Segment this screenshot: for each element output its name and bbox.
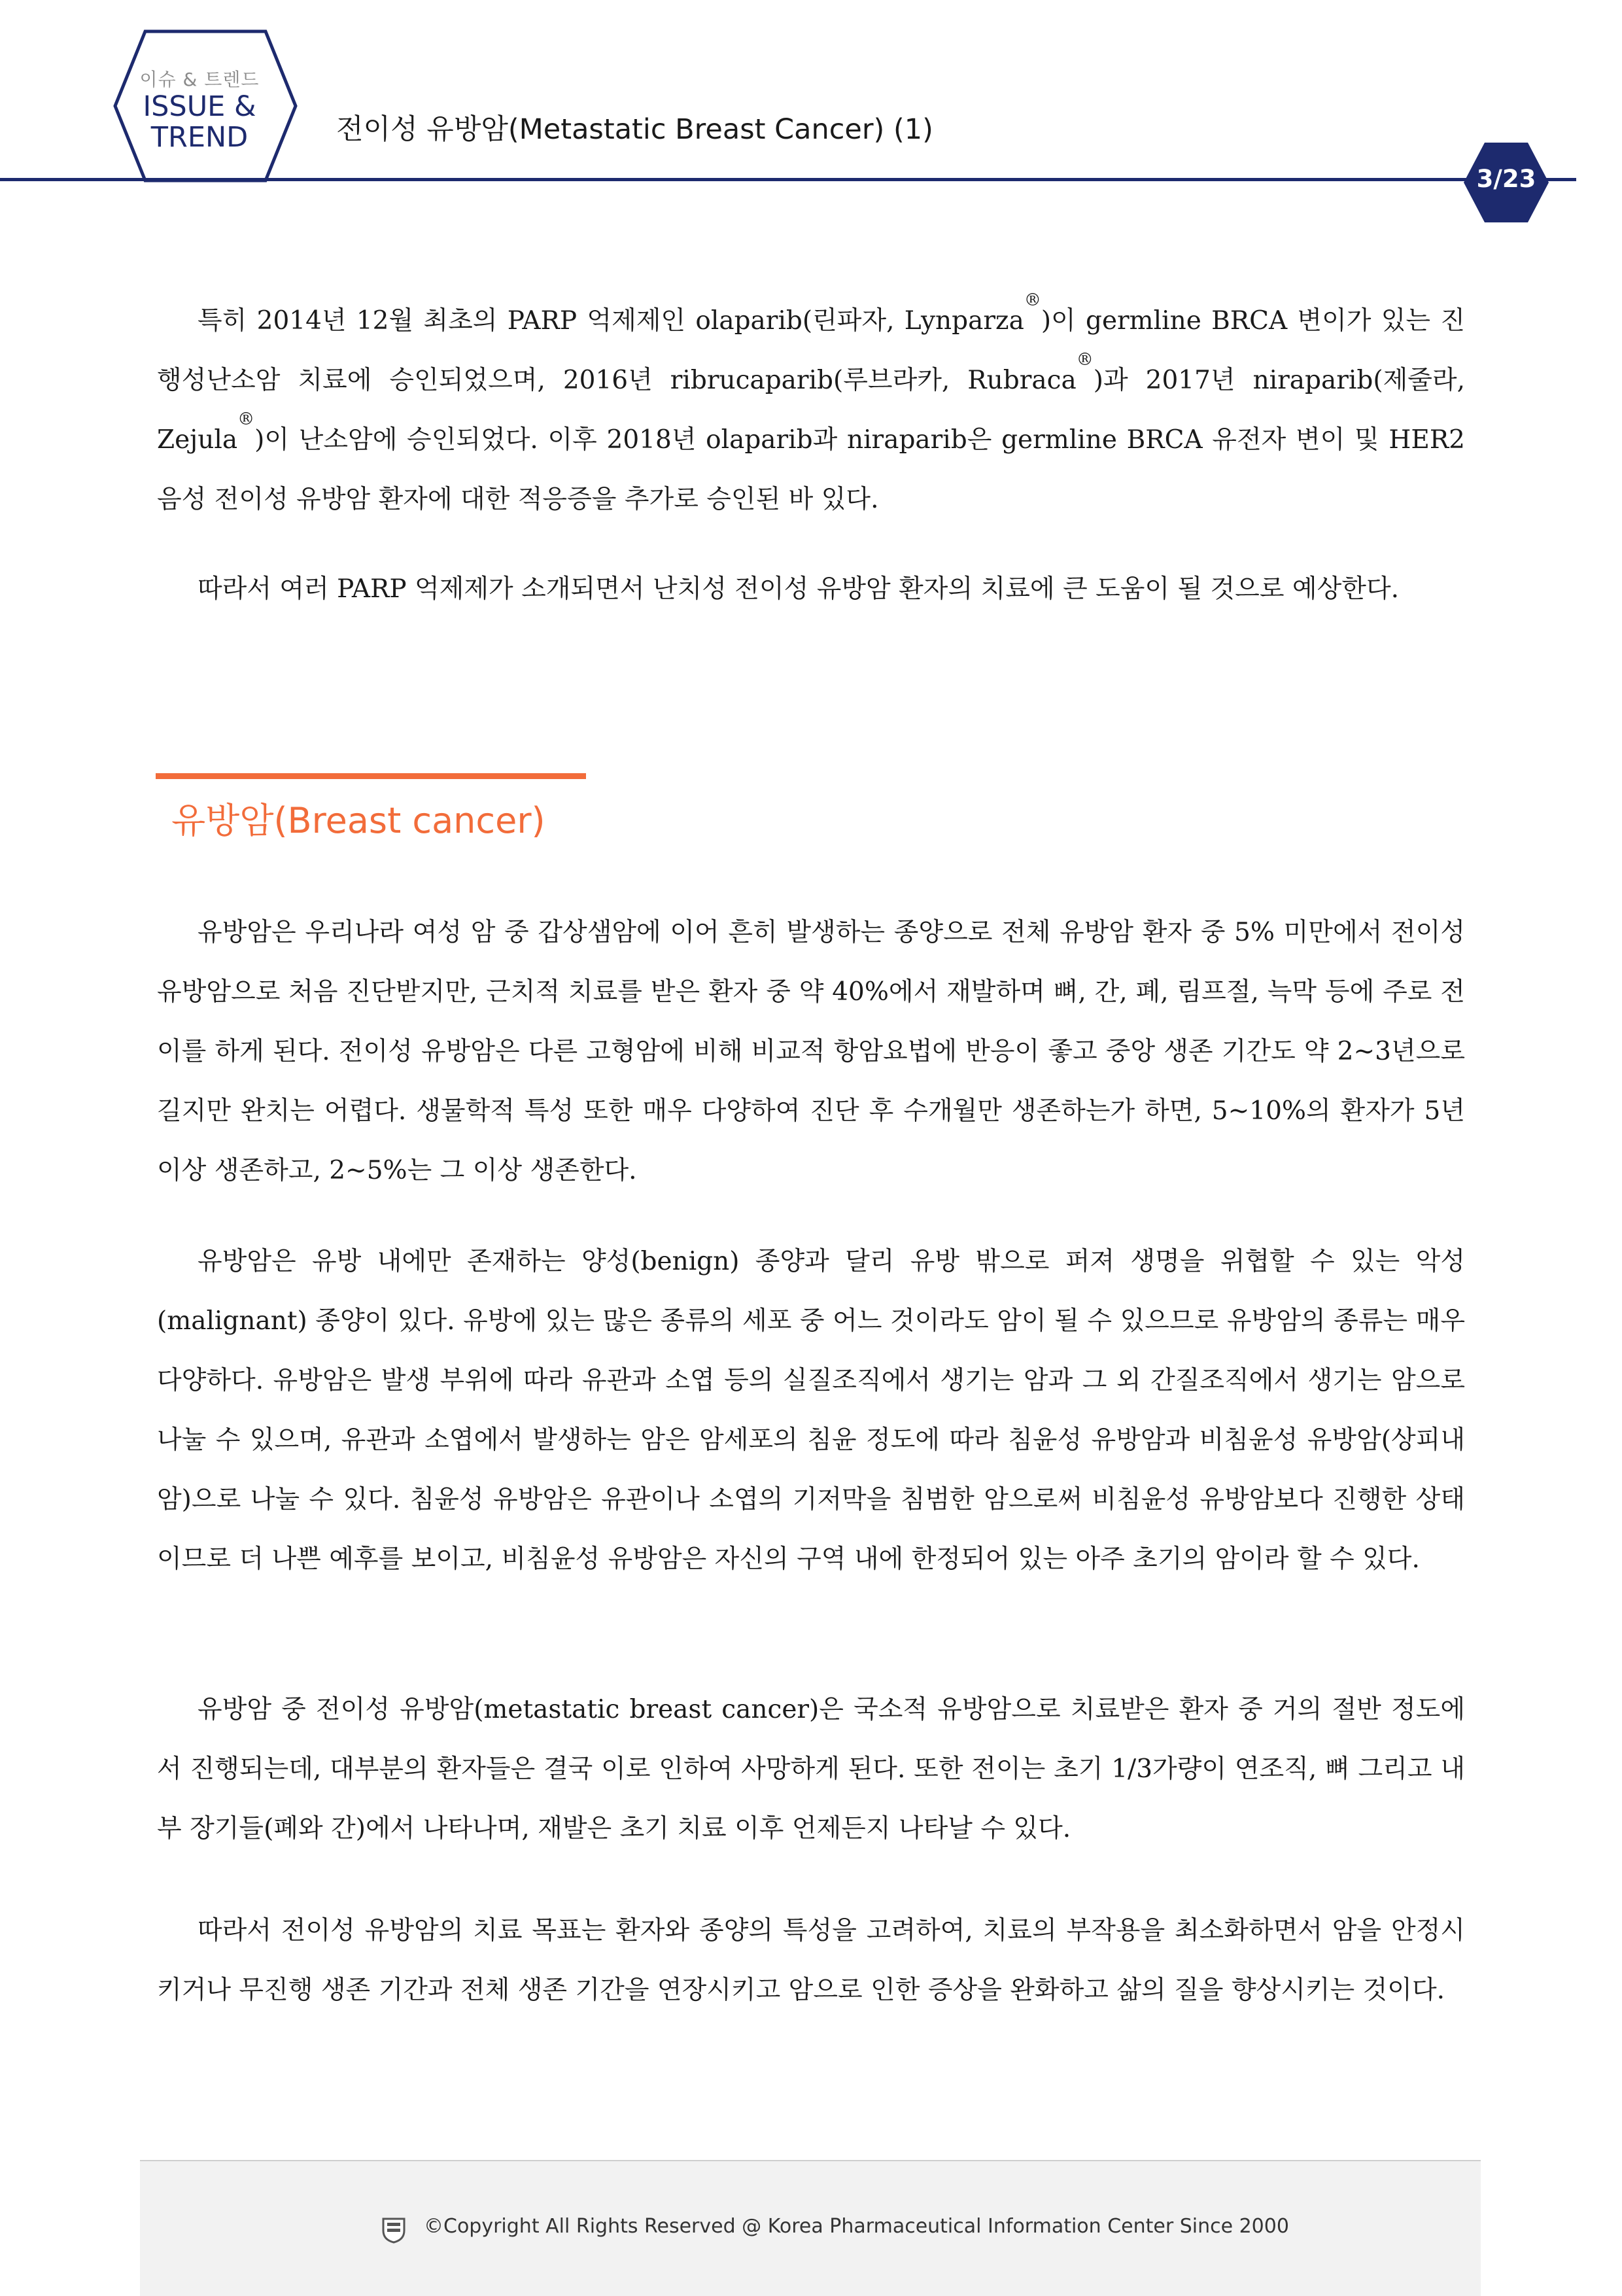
page-number: 3/23	[1476, 165, 1536, 193]
registered-mark: ®	[1024, 290, 1041, 310]
section-paragraph-2: 유방암은 유방 내에만 존재하는 양성(benign) 종양과 달리 유방 밖으로 퍼져 생명을 위협할 수 있는 악성(malignant) 종양이 있다. 유방에 있는 많은 종류의 세포 중 어느 것이라도 암이 될 수 있으므로 유방암의 종류는 매우 다양하다. 유방암은 발생 부위에 따라 유관과 소엽 등의 실질조직에서 생기는 암과 그 외 간질조직에서 생기는 암으로 나눌 수 있으며, 유관과 소엽에서 발생하는 암은 암세포의 침윤 정도에 따라 침윤성 유방암과 비침윤성 유방암(상피내암)으로 나눌 수 있다. 침윤성 유방암은 유관이나 소엽의 기저막을 침범한 암으로써 비침윤성 유방암보다 진행한 상태이므로 더 나쁜 예후를 보이고, 비침윤성 유방암은 자신의 구역 내에 한정되어 있는 아주 초기의 암이라 할 수 있다.	[157, 1247, 1465, 1574]
section-heading: 유방암(Breast cancer)	[171, 800, 545, 841]
intro-paragraph-1: 특히 2014년 12월 최초의 PARP 억제제인 olaparib(린파자, Lynparza®)이 germline BRCA 변이가 있는 진행성난소암 치료에 승인되었으며, 2016년 ribrucaparib(루브라카, Rubraca®)과 2017년 niraparib(제줄라, Zejula®)이 난소암에 승인되었다. 이후 2018년 olaparib과 niraparib은 germline BRCA 유전자 변이 및 HER2 음성 전이성 유방암 환자에 대한 적응증을 추가로 승인된 바 있다.	[157, 290, 1465, 514]
section-accent-bar	[156, 773, 586, 779]
registered-mark: ®	[237, 409, 255, 429]
category-korean: 이슈 & 트렌드	[139, 69, 260, 90]
kpic-logo-icon	[381, 2215, 407, 2244]
header-rule	[0, 178, 1576, 181]
document-title: 전이성 유방암(Metastatic Breast Cancer) (1)	[336, 113, 933, 146]
issue-trend-label	[124, 65, 275, 153]
section-paragraph-4: 따라서 전이성 유방암의 치료 목표는 환자와 종양의 특성을 고려하여, 치료의 부작용을 최소화하면서 암을 안정시키거나 무진행 생존 기간과 전체 생존 기간을 연장시키고 암으로 인한 증상을 완화하고 삶의 질을 향상시키는 것이다.	[157, 1916, 1465, 2005]
category-english-line1: ISSUE &	[143, 90, 256, 123]
copyright-notice: ©Copyright All Rights Reserved @ Korea Pharmaceutical Information Center Since 2000	[424, 2215, 1289, 2238]
category-english-line2: TREND	[150, 121, 249, 154]
section-paragraph-1: 유방암은 우리나라 여성 암 중 갑상샘암에 이어 흔히 발생하는 종양으로 전체 유방암 환자 중 5% 미만에서 전이성 유방암으로 처음 진단받지만, 근치적 치료를 받은 환자 중 약 40%에서 재발하며 뼈, 간, 폐, 림프절, 늑막 등에 주로 전이를 하게 된다. 전이성 유방암은 다른 고형암에 비해 비교적 항암요법에 반응이 좋고 중앙 생존 기간도 약 2~3년으로 길지만 완치는 어렵다. 생물학적 특성 또한 매우 다양하여 진단 후 수개월만 생존하는가 하면, 5~10%의 환자가 5년 이상 생존하고, 2~5%는 그 이상 생존한다.	[157, 918, 1465, 1185]
registered-mark: ®	[1076, 350, 1094, 370]
intro-paragraph-2: 따라서 여러 PARP 억제제가 소개되면서 난치성 전이성 유방암 환자의 치료에 큰 도움이 될 것으로 예상한다.	[198, 574, 1400, 604]
section-paragraph-3: 유방암 중 전이성 유방암(metastatic breast cancer)은 국소적 유방암으로 치료받은 환자 중 거의 절반 정도에서 진행되는데, 대부분의 환자들은 결국 이로 인하여 사망하게 된다. 또한 전이는 초기 1/3가량이 연조직, 뼈 그리고 내부 장기들(폐와 간)에서 나타나며, 재발은 초기 치료 이후 언제든지 나타날 수 있다.	[157, 1695, 1465, 1843]
